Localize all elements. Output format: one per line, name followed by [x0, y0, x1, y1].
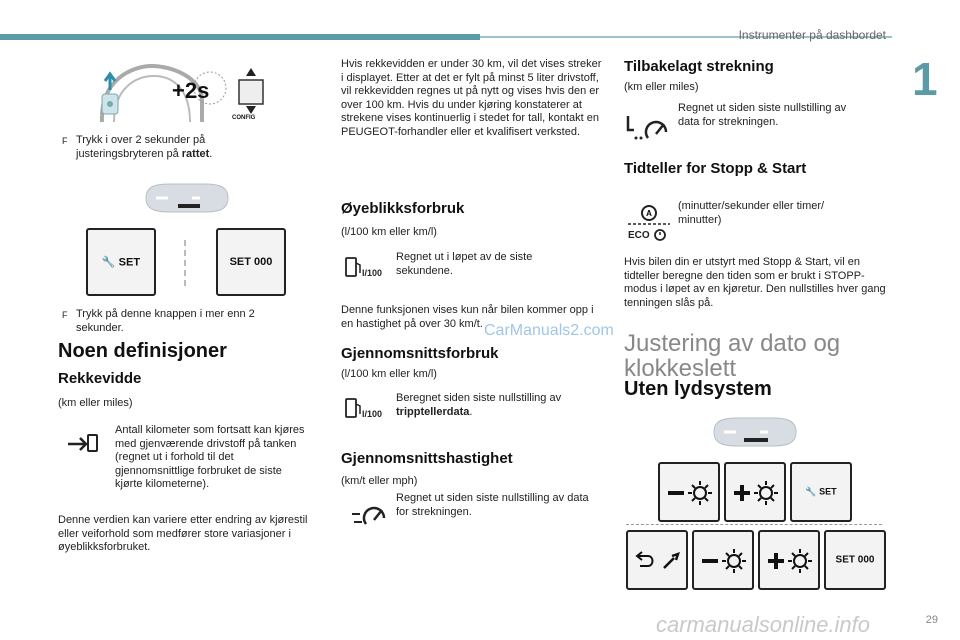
speedometer-icon [350, 502, 390, 530]
chapter-number: 1 [912, 53, 938, 105]
stop-start-heading: Tidteller for Stopp & Start [624, 160, 807, 177]
brightness-down-icon [700, 546, 750, 576]
header-bar [0, 34, 480, 40]
date-time-heading: Justering av dato og klokkeslett [624, 330, 841, 382]
watermark-secondary: CarManuals2.com [484, 322, 614, 339]
step-marker: F [62, 310, 68, 320]
instrument-cluster-icon [710, 414, 800, 450]
wrench-icon: 🔧 [805, 486, 817, 497]
stop-start-description: (minutter/sekunder eller timer/ minutter) [678, 200, 825, 226]
divider [626, 524, 882, 525]
distance-heading: Tilbakelagt strekning [624, 58, 774, 75]
set-button-left[interactable]: 🔧 SET [86, 228, 156, 296]
range-heading: Rekkevidde [58, 370, 142, 387]
watermark: carmanualsonline.info [656, 612, 871, 637]
page-number: 29 [925, 614, 938, 626]
speed-unit: (km/t eller mph) [341, 475, 418, 487]
definitions-heading: Noen definisjoner [58, 340, 227, 362]
range-unit: (km eller miles) [58, 397, 133, 409]
set-button[interactable]: 🔧 SET [790, 462, 852, 522]
brightness-up-icon [732, 478, 782, 508]
fuel-pump-icon [344, 255, 364, 279]
average-speed-heading: Gjennomsnittshastighet [341, 450, 513, 467]
distance-icon [624, 112, 672, 144]
instant-icon-label: l/100 [362, 268, 383, 278]
wrench-icon: 🔧 [101, 256, 116, 269]
instant-consumption-heading: Øyeblikksforbruk [341, 200, 465, 217]
average-unit: (l/100 km eller km/l) [341, 368, 437, 380]
range-fuel-icon [66, 432, 100, 456]
brightness-down-button[interactable] [658, 462, 720, 522]
brightness-down-button[interactable] [692, 530, 754, 590]
average-icon-label: l/100 [362, 409, 383, 419]
distance-unit: (km eller miles) [624, 81, 699, 93]
range-description: Antall kilometer som fortsatt kan kjøres med gjenværende drivstoff på tanken (regnet ut i forhold til det gjennomsnittlige forbruket de siste kjørte kilometerne). [115, 424, 305, 490]
hold-badge: +2s [172, 78, 210, 103]
brightness-up-icon [766, 546, 816, 576]
stop-start-note: Hvis bilen din er utstyrt med Stopp & Start, vil en tidteller beregne den tiden som er brukt i STOPP-modus i løpet av en kjøretur. Den nullstilles hver gang tenningen slås på. [624, 256, 886, 309]
average-description: Beregnet siden siste nullstilling av tripptellerdata. [396, 392, 562, 418]
stop-start-icon [626, 204, 672, 226]
distance-description: Regnet ut siden siste nullstilling av data for strekningen. [678, 102, 847, 128]
config-label: CONFIG [232, 115, 256, 121]
svg-text:A: A [646, 209, 652, 218]
step2-text: Trykk på denne knappen i mer enn 2 sekunder. [76, 308, 255, 334]
brightness-up-button[interactable] [724, 462, 786, 522]
speed-description: Regnet ut siden siste nullstilling av data for strekningen. [396, 492, 589, 518]
brightness-up-button[interactable] [758, 530, 820, 590]
step1-text: Trykk i over 2 sekunder på justeringsbryteren på rattet. [76, 134, 213, 160]
step-marker: F [62, 136, 68, 146]
back-settings-button[interactable] [626, 530, 688, 590]
config-switch-icon [236, 66, 266, 116]
section-title: Instrumenter på dashbordet [738, 28, 886, 42]
instrument-cluster-icon [142, 180, 232, 216]
instant-unit: (l/100 km eller km/l) [341, 226, 437, 238]
instant-description: Regnet ut i løpet av de siste sekundene. [396, 251, 533, 277]
back-icon [634, 548, 684, 574]
set-000-button[interactable]: SET 000 [824, 530, 886, 590]
no-sound-heading: Uten lydsystem [624, 378, 772, 400]
eco-label: ECO [628, 230, 650, 241]
range-note: Denne verdien kan variere etter endring av kjørestil eller veiforhold som medfører store variasjoner i øyeblikksforbruket. [58, 514, 308, 553]
timer-icon [653, 228, 667, 242]
range-intro: Hvis rekkevidden er under 30 km, vil det vises streker i displayet. Etter at det er fylt på minst 5 liter drivstoff, vil rekkevidden regnes ut på nytt og vises hvis den er over 100 km. Hvis du under kjøring konstaterer at strekene vises kontinuerlig i stedet for tall, kontakt en PEUGEOT-forhandler eller et kvalifisert verksted. [341, 58, 602, 138]
set-000-button[interactable]: SET 000 [216, 228, 286, 296]
brightness-down-icon [666, 478, 716, 508]
average-consumption-heading: Gjennomsnittsforbruk [341, 345, 499, 362]
fuel-pump-icon [344, 396, 364, 420]
instant-note: Denne funksjonen vises kun når bilen kommer opp i en hastighet på over 30 km/t. [341, 304, 594, 330]
divider [184, 240, 186, 286]
